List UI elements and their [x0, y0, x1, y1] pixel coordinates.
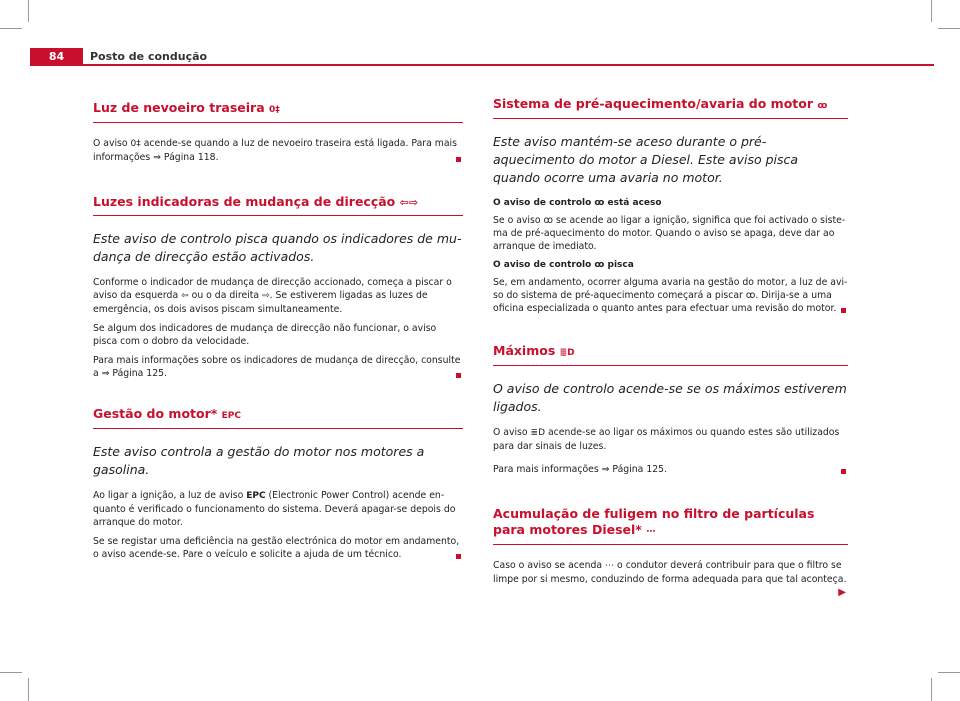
subheading: O aviso de controlo ꝏ está aceso — [493, 198, 662, 208]
turn-right-icon: ⇨ — [262, 291, 270, 301]
running-title: Posto de condução — [90, 50, 208, 63]
diesel-particulate-filter-icon: ⋯ — [646, 527, 656, 537]
high-beam-icon: ≣D — [559, 348, 575, 358]
lead-text: Este aviso de controlo pisca quando os indicadores de mudança de direcção estão activados. — [93, 231, 462, 264]
paragraph: O aviso ≣D acende-se ao ligar os máximos ou quando estes são utilizados para dar sinais de luzes. — [493, 427, 840, 452]
crop-mark — [931, 678, 932, 701]
section-title: Gestão do motor* EPC — [93, 406, 463, 429]
crop-mark — [28, 0, 29, 22]
paragraph: Para mais informações ⇒ Página 125. — [493, 463, 848, 476]
section-end-marker — [841, 308, 846, 313]
subheading: O aviso de controlo ꝏ pisca — [493, 260, 634, 270]
section-rear-fog-light — [93, 100, 463, 164]
section-title: Luz de nevoeiro traseira 0‡ — [93, 100, 463, 123]
continue-arrow-icon: ▶ — [838, 587, 846, 598]
section-end-marker — [456, 157, 461, 162]
paragraph: Para mais informações sobre os indicadores de mudança de direcção, consulte a ⇒ Página 125. — [93, 355, 461, 379]
section-end-marker — [456, 554, 461, 559]
page-number: 84 — [30, 48, 83, 65]
crop-mark — [0, 28, 22, 29]
section-end-marker — [841, 469, 846, 474]
crop-mark — [0, 672, 22, 673]
section-title: Sistema de pré-aquecimento/avaria do motor ꝏ — [493, 96, 848, 119]
paragraph: O aviso 0‡ acende-se quando a luz de nevoeiro traseira está ligada. Para mais informações ⇒ Página 118. — [93, 137, 463, 164]
crop-mark — [28, 678, 29, 701]
glow-plug-icon: ꝏ — [543, 215, 553, 226]
section-preheating — [493, 96, 848, 315]
glow-plug-icon: ꝏ — [594, 198, 605, 208]
lead-text: Este aviso mantém-se aceso durante o pré-aquecimento do motor a Diesel. Este aviso pisca quando ocorre uma avaria no motor. — [493, 134, 799, 185]
section-particulate-filter — [493, 506, 848, 598]
paragraph: Se, em andamento, ocorrer alguma avaria na gestão do motor, a luz de aviso do sistema de pré-aquecimento começará a piscar ꝏ. Dirija-se a uma oficina especializada o quanto antes para efectuar uma revisão do motor. — [493, 277, 848, 314]
lead-text: Este aviso controla a gestão do motor nos motores a gasolina. — [93, 444, 425, 477]
section-high-beam — [493, 343, 848, 476]
crop-mark — [938, 672, 960, 673]
diesel-particulate-filter-icon: ⋯ — [605, 561, 615, 571]
rear-fog-light-icon: 0‡ — [130, 139, 141, 149]
paragraph: Conforme o indicador de mudança de direcção accionado, começa a piscar o aviso da esquerda ⇦ ou o da direita ⇨. Se estiverem ligadas as luzes de emergência, os dois avisos piscam simultaneamente. — [93, 277, 452, 315]
left-column — [93, 100, 463, 567]
page-header — [30, 48, 934, 65]
paragraph: Ao ligar a ignição, a luz de aviso EPC (Electronic Power Control) acende enquanto é verificado o funcionamento do sistema. Deverá apagar-se depois do arranque do motor. — [93, 490, 456, 528]
turn-signal-right-icon: ⇨ — [408, 196, 419, 209]
header-rule — [30, 64, 934, 66]
rear-fog-light-icon: 0‡ — [268, 105, 280, 115]
right-column — [493, 96, 848, 599]
section-title: Acumulação de fuligem no filtro de partículas para motores Diesel* ⋯ — [493, 506, 848, 545]
glow-plug-icon: ꝏ — [817, 101, 828, 111]
section-title: Máximos ≣D — [493, 343, 848, 366]
turn-signal-left-icon: ⇦ — [399, 196, 409, 209]
high-beam-icon: ≣D — [530, 428, 546, 438]
paragraph: Se se registar uma deficiência na gestão electrónica do motor em andamento, o aviso acende-se. Pare o veículo e solicite a ajuda de um técnico. — [93, 536, 460, 560]
section-turn-signals — [93, 194, 463, 380]
glow-plug-icon: ꝏ — [594, 260, 605, 270]
lead-text: O aviso de controlo acende-se se os máximos estiverem ligados. — [493, 381, 847, 414]
glow-plug-icon: ꝏ — [745, 290, 756, 301]
section-engine-management — [93, 406, 463, 561]
section-title: Luzes indicadoras de mudança de direcção ⇦⇨ — [93, 194, 463, 216]
crop-mark — [931, 0, 932, 22]
paragraph: Se o aviso ꝏ se acende ao ligar a ignição, significa que foi activado o sistema de pré-aquecimento do motor. Quando o aviso se apaga, deve dar ao arranque de imediato. — [493, 215, 846, 252]
section-end-marker — [456, 373, 461, 378]
paragraph: Caso o aviso se acenda ⋯ o condutor deverá contribuir para que o filtro se limpe por si mesmo, conduzindo de forma adequada para que tal aconteça. ▶ — [493, 560, 847, 598]
epc-icon: EPC — [221, 411, 242, 421]
turn-left-icon: ⇦ — [181, 291, 189, 301]
epc-icon: EPC — [246, 491, 266, 501]
paragraph: Se algum dos indicadores de mudança de direcção não funcionar, o aviso pisca com o dobro da velocidade. — [93, 323, 437, 347]
crop-mark — [938, 28, 960, 29]
